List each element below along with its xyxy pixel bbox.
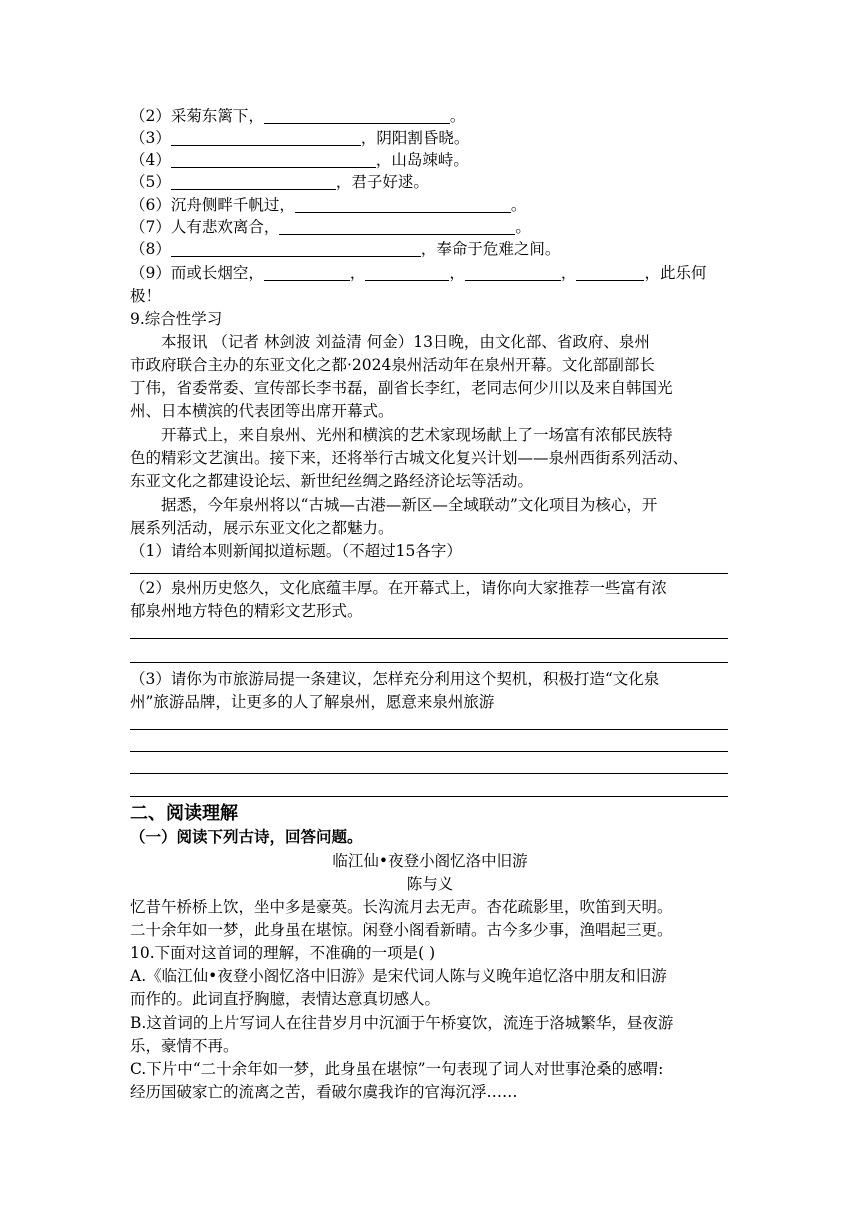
option-c: C.下片中“二十余年如一梦，此身虽在堪惊”一句表现了词人对世事沧桑的感喟:	[130, 1060, 664, 1078]
poem-title: 临江仙•夜登小阁忆洛中旧游	[332, 852, 528, 870]
question-3: 州”旅游品牌，让更多的人了解泉州，愿意来泉州旅游	[130, 693, 495, 711]
poem-q5: （5） ，君子好逑。	[130, 173, 429, 191]
poem-q7: （7）人有悲欢离合， 。	[130, 218, 531, 236]
answer-line[interactable]	[130, 573, 728, 574]
answer-blank[interactable]	[171, 129, 361, 146]
option-b: 乐，豪情不再。	[130, 1037, 239, 1055]
answer-blank[interactable]	[171, 151, 376, 168]
news-paragraph: 色的精彩文艺演出。接下来，还将举行古城文化复兴计划——泉州西街系列活动、	[130, 449, 689, 467]
news-paragraph: 东亚文化之都建设论坛、新世纪丝绸之路经济论坛等活动。	[130, 472, 534, 490]
answer-blank[interactable]	[264, 107, 450, 124]
section-title: 9.综合性学习	[130, 310, 223, 328]
news-paragraph: 据悉，今年泉州将以“古城—古港—新区—全域联动”文化项目为核心，开	[161, 496, 658, 514]
answer-line[interactable]	[130, 662, 728, 663]
answer-blank[interactable]	[171, 173, 336, 190]
answer-blank[interactable]	[365, 264, 449, 281]
answer-line[interactable]	[130, 729, 728, 730]
option-a: 而作的。此词直抒胸臆，表情达意真切感人。	[130, 990, 441, 1008]
section-heading: 二、阅读理解	[130, 803, 238, 824]
answer-blank[interactable]	[295, 196, 511, 213]
news-paragraph: 本报讯 （记者 林剑波 刘益清 何金）13日晚，由文化部、省政府、泉州	[161, 333, 650, 351]
question-3: （3）请你为市旅游局提一条建议，怎样充分利用这个契机，积极打造“文化泉	[130, 670, 660, 688]
poem-q9-cont: 极！	[130, 287, 162, 305]
poem-q9: （9）而或长烟空， ， ， ， ，此乐何	[130, 264, 707, 282]
answer-line[interactable]	[130, 773, 728, 774]
answer-line[interactable]	[130, 638, 728, 639]
subsection-heading: （一）阅读下列古诗，回答问题。	[130, 828, 363, 846]
news-paragraph: 丁伟，省委常委、宣传部长李书磊，副省长李红，老同志何少川以及来自韩国光	[130, 379, 673, 397]
poem-q8: （8） ，奉命于危难之间。	[130, 240, 561, 258]
poem-text: 二十余年如一梦，此身虽在堪惊。闲登小阁看新晴。古今多少事，渔唱起三更。	[130, 921, 673, 939]
poem-q3: （3） ，阴阳割昏晓。	[130, 129, 470, 147]
answer-blank[interactable]	[279, 218, 515, 235]
option-c: 经历国破家亡的流离之苦，看破尔虞我诈的官海沉浮……	[130, 1083, 518, 1101]
answer-blank[interactable]	[465, 264, 561, 281]
answer-line[interactable]	[130, 796, 728, 797]
poem-q4: （4） ，山岛竦峙。	[130, 151, 469, 169]
poem-q6: （6）沉舟侧畔千帆过， 。	[130, 196, 527, 214]
news-paragraph: 州、日本横滨的代表团等出席开幕式。	[130, 402, 394, 420]
news-paragraph: 市政府联合主办的东亚文化之都·2024泉州活动年在泉州开幕。文化部副部长	[130, 356, 655, 374]
answer-blank[interactable]	[264, 264, 350, 281]
question-10: 10.下面对这首词的理解，不准确的一项是( )	[130, 944, 436, 962]
poem-author: 陈与义	[406, 875, 454, 893]
news-paragraph: 展系列活动，展示东亚文化之都魅力。	[130, 519, 394, 537]
question-2: 郁泉州地方特色的精彩文艺形式。	[130, 602, 363, 620]
answer-line[interactable]	[130, 751, 728, 752]
question-2: （2）泉州历史悠久，文化底蕴丰厚。在开幕式上，请你向大家推荐一些富有浓	[130, 579, 667, 597]
poem-text: 忆昔午桥桥上饮，坐中多是豪英。长沟流月去无声。杏花疏影里，吹笛到天明。	[130, 898, 673, 916]
answer-blank[interactable]	[171, 240, 421, 257]
option-a: A.《临江仙•夜登小阁忆洛中旧游》是宋代词人陈与义晚年追忆洛中朋友和旧游	[130, 967, 667, 985]
option-b: B.这首词的上片写词人在往昔岁月中沉湎于午桥宴饮，流连于洛城繁华，昼夜游	[130, 1014, 674, 1032]
news-paragraph: 开幕式上，来自泉州、光州和横滨的艺术家现场献上了一场富有浓郁民族特	[161, 426, 673, 444]
question-1: （1）请给本则新闻拟道标题。（不超过15各字）	[130, 542, 462, 560]
answer-blank[interactable]	[576, 264, 644, 281]
poem-q2: （2）采菊东篱下， 。	[130, 107, 466, 125]
